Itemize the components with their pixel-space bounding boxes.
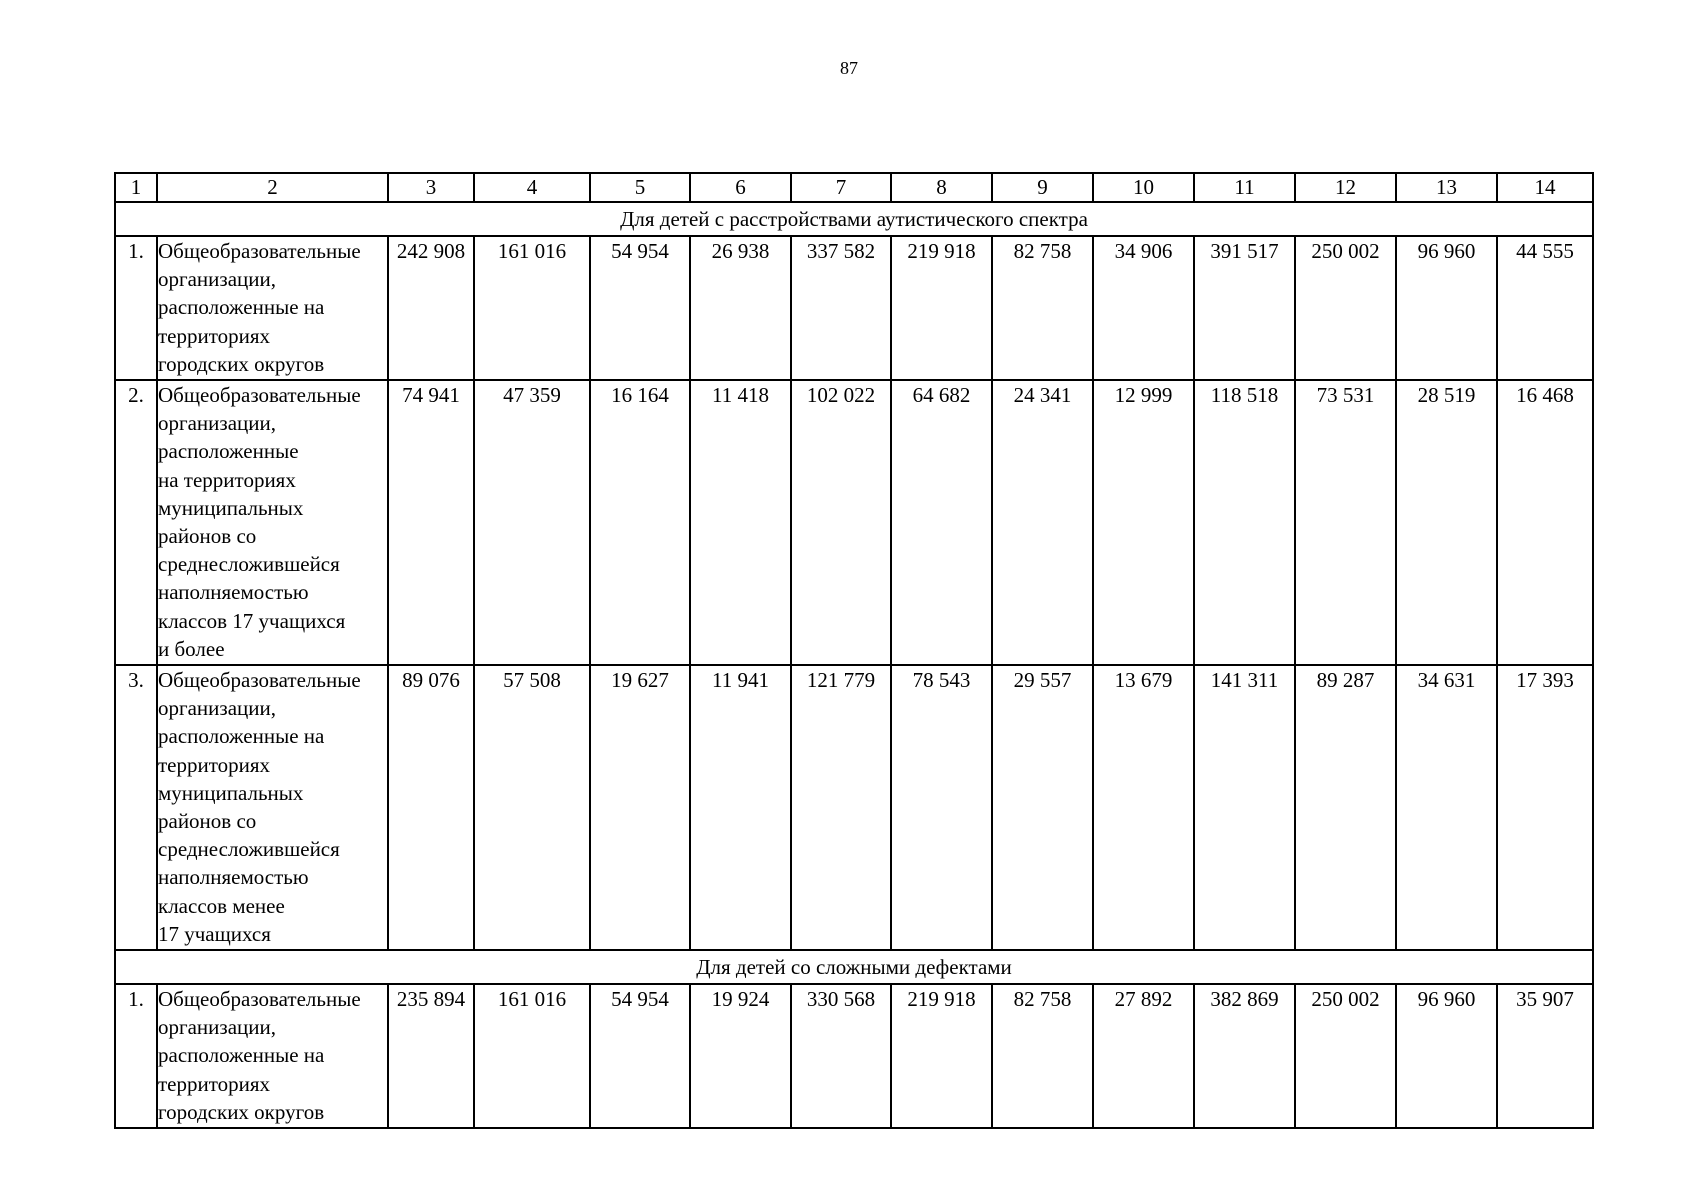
- row-name-line: 17 учащихся: [158, 921, 271, 946]
- value-cell: 382 869: [1194, 984, 1295, 1128]
- column-number: 8: [891, 173, 992, 202]
- value-cell: 57 508: [474, 665, 590, 950]
- column-number: 11: [1194, 173, 1295, 202]
- column-number: 1: [115, 173, 157, 202]
- table-row: [115, 380, 1593, 665]
- value-cell: 96 960: [1396, 984, 1497, 1128]
- value-cell: 19 924: [690, 984, 791, 1128]
- value-cell: 16 164: [590, 380, 690, 665]
- section-title: Для детей с расстройствами аутистического спектра: [115, 202, 1593, 236]
- row-name-line: наполняемостью: [158, 865, 309, 890]
- value-cell: 330 568: [791, 984, 891, 1128]
- page-number: 87: [840, 58, 858, 78]
- row-number: 3.: [115, 665, 157, 950]
- value-cell: 219 918: [891, 984, 992, 1128]
- value-cell: 161 016: [474, 236, 590, 380]
- row-name-line: организации,: [158, 696, 276, 721]
- value-cell: 17 393: [1497, 665, 1593, 950]
- section-header-row: [115, 950, 1593, 984]
- column-number: 3: [388, 173, 474, 202]
- row-number: 1.: [115, 236, 157, 380]
- data-table: [114, 172, 1594, 1129]
- row-name-line: на территориях: [158, 467, 296, 492]
- value-cell: 35 907: [1497, 984, 1593, 1128]
- value-cell: 44 555: [1497, 236, 1593, 380]
- row-name-line: классов менее: [158, 893, 285, 918]
- row-name: [157, 984, 388, 1128]
- value-cell: 78 543: [891, 665, 992, 950]
- section-header-row: [115, 202, 1593, 236]
- value-cell: 161 016: [474, 984, 590, 1128]
- row-name: [157, 665, 388, 950]
- column-number: 5: [590, 173, 690, 202]
- value-cell: 29 557: [992, 665, 1093, 950]
- row-name-line: Общеобразовательные: [158, 383, 361, 407]
- column-number: 12: [1295, 173, 1396, 202]
- row-name-line: районов со: [158, 809, 257, 834]
- value-cell: 74 941: [388, 380, 474, 665]
- value-cell: 12 999: [1093, 380, 1194, 665]
- value-cell: 89 287: [1295, 665, 1396, 950]
- value-cell: 219 918: [891, 236, 992, 380]
- value-cell: 391 517: [1194, 236, 1295, 380]
- column-number: 4: [474, 173, 590, 202]
- column-number: 7: [791, 173, 891, 202]
- value-cell: 118 518: [1194, 380, 1295, 665]
- value-cell: 11 418: [690, 380, 791, 665]
- table-row: [115, 984, 1593, 1128]
- row-number: 2.: [115, 380, 157, 665]
- section-title: Для детей со сложными дефектами: [115, 950, 1593, 984]
- row-name-line: муниципальных: [158, 495, 304, 520]
- value-cell: 26 938: [690, 236, 791, 380]
- value-cell: 141 311: [1194, 665, 1295, 950]
- column-number: 9: [992, 173, 1093, 202]
- row-name-line: районов со: [158, 524, 257, 549]
- value-cell: 24 341: [992, 380, 1093, 665]
- column-number-row: [115, 173, 1593, 202]
- value-cell: 73 531: [1295, 380, 1396, 665]
- value-cell: 54 954: [590, 984, 690, 1128]
- table-row: [115, 236, 1593, 380]
- column-number: 10: [1093, 173, 1194, 202]
- value-cell: 16 468: [1497, 380, 1593, 665]
- value-cell: 250 002: [1295, 984, 1396, 1128]
- row-name-line: классов 17 учащихся: [158, 608, 346, 633]
- row-name-line: территориях: [158, 1071, 271, 1096]
- value-cell: 337 582: [791, 236, 891, 380]
- row-name-line: муниципальных: [158, 780, 304, 805]
- row-name-line: городских округов: [158, 351, 325, 376]
- table-row: [115, 665, 1593, 950]
- value-cell: 34 906: [1093, 236, 1194, 380]
- column-number: 14: [1497, 173, 1593, 202]
- row-name-line: территориях: [158, 323, 271, 348]
- row-name: [157, 236, 388, 380]
- value-cell: 82 758: [992, 236, 1093, 380]
- row-name: [157, 380, 388, 665]
- value-cell: 19 627: [590, 665, 690, 950]
- table-body: [115, 173, 1593, 1128]
- value-cell: 47 359: [474, 380, 590, 665]
- row-name-line: Общеобразовательные: [158, 987, 361, 1011]
- row-name-line: организации,: [158, 267, 276, 292]
- column-number: 6: [690, 173, 791, 202]
- column-number: 13: [1396, 173, 1497, 202]
- value-cell: 64 682: [891, 380, 992, 665]
- row-name-line: расположенные на: [158, 724, 325, 749]
- row-name-line: организации,: [158, 1015, 276, 1040]
- value-cell: 89 076: [388, 665, 474, 950]
- row-name-line: Общеобразовательные: [158, 239, 361, 263]
- value-cell: 121 779: [791, 665, 891, 950]
- row-name-line: среднесложившейся: [158, 837, 340, 862]
- row-name-line: расположенные на: [158, 1043, 325, 1068]
- value-cell: 11 941: [690, 665, 791, 950]
- row-name-line: городских округов: [158, 1099, 325, 1124]
- value-cell: 235 894: [388, 984, 474, 1128]
- value-cell: 13 679: [1093, 665, 1194, 950]
- row-name-line: территориях: [158, 752, 271, 777]
- row-number: 1.: [115, 984, 157, 1128]
- value-cell: 102 022: [791, 380, 891, 665]
- value-cell: 242 908: [388, 236, 474, 380]
- row-name-line: и более: [158, 636, 225, 661]
- row-name-line: расположенные на: [158, 295, 325, 320]
- row-name-line: среднесложившейся: [158, 552, 340, 577]
- column-number: 2: [157, 173, 388, 202]
- row-name-line: Общеобразовательные: [158, 668, 361, 692]
- value-cell: 34 631: [1396, 665, 1497, 950]
- value-cell: 54 954: [590, 236, 690, 380]
- row-name-line: наполняемостью: [158, 580, 309, 605]
- value-cell: 96 960: [1396, 236, 1497, 380]
- value-cell: 27 892: [1093, 984, 1194, 1128]
- value-cell: 28 519: [1396, 380, 1497, 665]
- value-cell: 250 002: [1295, 236, 1396, 380]
- row-name-line: расположенные: [158, 439, 299, 464]
- row-name-line: организации,: [158, 411, 276, 436]
- value-cell: 82 758: [992, 984, 1093, 1128]
